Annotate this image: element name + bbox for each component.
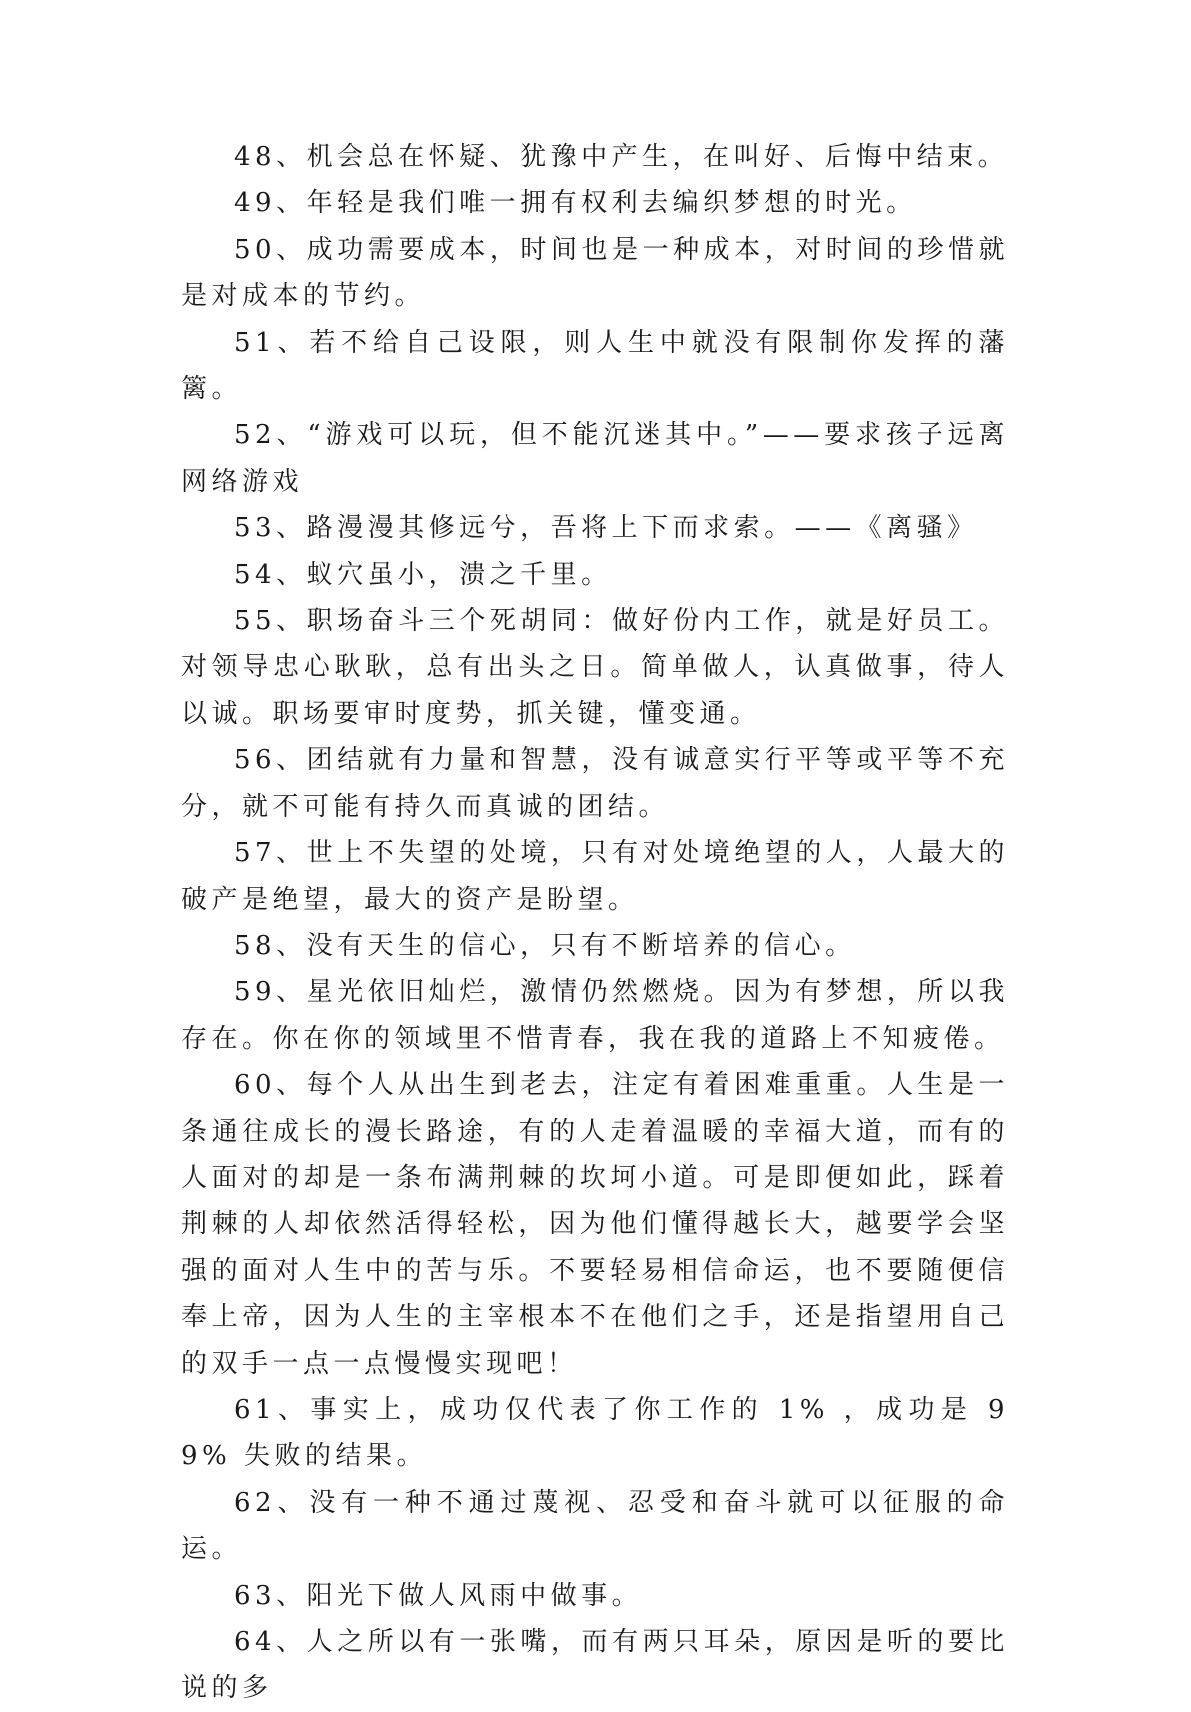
paragraph-58: 58、没有天生的信心，只有不断培养的信心。 <box>234 930 856 961</box>
paragraph-64: 64、人之所以有一张嘴，而有两只耳朵，原因是听的要比说的多 <box>181 1627 1009 1704</box>
paragraph-59: 59、星光依旧灿烂，激情仍然燃烧。因为有梦想，所以我存在。你在你的领域里不惜青春，我在我的道路上不知疲倦。 <box>181 977 1009 1054</box>
paragraph-60: 60、每个人从出生到老去，注定有着困难重重。人生是一条通往成长的漫长路途，有的人走着温暖的幸福大道，而有的人面对的却是一条布满荆棘的坎坷小道。可是即便如此，踩着荆棘的人却依然活得轻松，因为他们懂得越长大，越要学会坚强的面对人生中的苦与乐。不要轻易相信命运，也不要随便信奉上帝，因为人生的主宰根本不在他们之手，还是指望用自己的双手一点一点慢慢实现吧！ <box>181 1070 1009 1379</box>
paragraph-62: 62、没有一种不通过蔑视、忍受和奋斗就可以征服的命运。 <box>181 1487 1009 1565</box>
paragraph-53: 53、路漫漫其修远兮，吾将上下而求索。——《离骚》 <box>234 513 978 544</box>
paragraph-61: 61、事实上，成功仅代表了你工作的 1% ，成功是 99% 失败的结果。 <box>181 1394 1009 1472</box>
paragraph-50: 50、成功需要成本，时间也是一种成本，对时间的珍惜就是对成本的节约。 <box>181 234 1009 312</box>
paragraph-48: 48、机会总在怀疑、犹豫中产生，在叫好、后悔中结束。 <box>234 142 1009 172</box>
paragraph-56: 56、团结就有力量和智慧，没有诚意实行平等或平等不充分，就不可能有持久而真诚的团结。 <box>181 745 1009 822</box>
paragraph-49: 49、年轻是我们唯一拥有权利去编织梦想的时光。 <box>234 188 917 219</box>
paragraph-54: 54、蚁穴虽小，溃之千里。 <box>234 559 612 590</box>
paragraph-55: 55、职场奋斗三个死胡同：做好份内工作，就是好员工。对领导忠心耿耿，总有出头之日。简单做人，认真做事，待人以诚。职场要审时度势，抓关键，懂变通。 <box>181 606 1009 729</box>
paragraph-52: 52、“游戏可以玩，但不能沉迷其中。”——要求孩子远离网络游戏 <box>181 420 1009 497</box>
paragraph-51: 51、若不给自己设限，则人生中就没有限制你发挥的藩篱。 <box>181 327 1009 405</box>
document-body <box>181 134 1009 1712</box>
paragraph-63: 63、阳光下做人风雨中做事。 <box>234 1580 643 1611</box>
paragraph-57: 57、世上不失望的处境，只有对处境绝望的人，人最大的破产是绝望，最大的资产是盼望。 <box>181 838 1009 915</box>
